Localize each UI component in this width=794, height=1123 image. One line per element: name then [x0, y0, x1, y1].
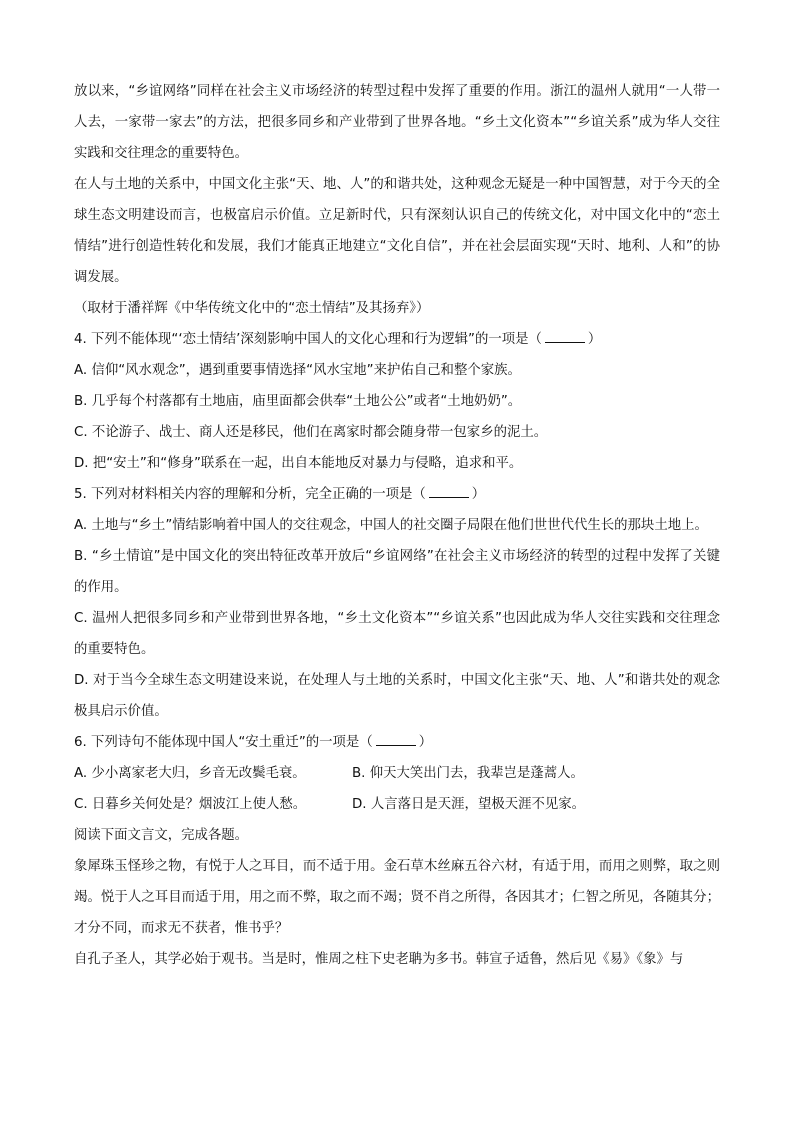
question-6: [74, 727, 720, 820]
question-4-option-b: B. 几乎每个村落都有土地庙，庙里面都会供奉“土地公公”或者“土地奶奶”。: [74, 394, 522, 409]
answer-blank[interactable]: [545, 330, 585, 343]
question-4-option-c: C. 不论游子、战士、商人还是移民，他们在离家时都会随身带一包家乡的泥土。: [74, 425, 548, 440]
answer-blank[interactable]: [376, 733, 416, 746]
question-4-stem: [74, 324, 720, 355]
question-6-options-row-2: [74, 789, 720, 820]
question-6-options-row-1: [74, 758, 720, 789]
question-5-stem-end: ）: [471, 487, 486, 502]
question-6-stem-text: 6. 下列诗句不能体现中国人“安土重迁”的一项是（: [74, 735, 373, 750]
question-6-option-c: C. 日暮乡关何处是？烟波江上使人愁。: [74, 797, 307, 812]
question-5: [74, 479, 720, 727]
classical-paragraph-2: 自孔子圣人，其学必始于观书。当是时，惟周之柱下史老聃为多书。韩宣子适鲁，然后见《易》《象》与: [74, 952, 684, 967]
question-6-option-b: B. 仰天大笑出门去，我辈岂是蓬蒿人。: [352, 766, 584, 781]
question-5-option-a: A. 土地与“乡土”情结影响着中国人的交往观念，中国人的社交圈子局限在他们世世代代生长的那块土地上。: [74, 518, 708, 533]
question-4: [74, 324, 720, 479]
question-4-stem-text: 4. 下列不能体现“‘恋土情结’深刻影响中国人的文化心理和行为逻辑”的一项是（: [74, 332, 542, 347]
question-6-option-d: D. 人言落日是天涯，望极天涯不见家。: [352, 797, 586, 812]
answer-blank[interactable]: [429, 485, 469, 498]
question-6-stem-end: ）: [418, 735, 433, 750]
question-4-option-d: D. 把“安土”和“修身”联系在一起，出自本能地反对暴力与侵略，追求和平。: [74, 456, 523, 471]
question-5-option-d: D. 对于当今全球生态文明建设来说，在处理人与土地的关系时，中国文化主张“天、地、人”和谐共处的观念极具启示价值。: [74, 673, 720, 719]
question-4-option-a: A. 信仰“风水观念”，遇到重要事情选择“风水宝地”来护佑自己和整个家族。: [74, 363, 521, 378]
question-5-stem: [74, 479, 720, 510]
question-4-stem-end: ）: [587, 332, 602, 347]
question-6-option-a: A. 少小离家老大归，乡音无改鬓毛衰。: [74, 766, 306, 781]
question-5-option-c: C. 温州人把很多同乡和产业带到世界各地，“乡土文化资本”“乡谊关系”也因此成为华人交往实践和交往理念的重要特色。: [74, 611, 720, 657]
question-6-stem: [74, 727, 720, 758]
question-5-option-b: B. “乡土情谊”是中国文化的突出特征改革开放后“乡谊网络”在社会主义市场经济的转型的过程中发挥了关键的作用。: [74, 549, 720, 595]
question-5-stem-text: 5. 下列对材料相关内容的理解和分析，完全正确的一项是（: [74, 487, 426, 502]
passage-paragraph-2: 在人与土地的关系中，中国文化主张“天、地、人”的和谐共处，这种观念无疑是一种中国智慧，对于今天的全球生态文明建设而言，也极富启示价值。立足新时代，只有深刻认识自己的传统文化，对中国文化中的“恋土情结”进行创造性转化和发展，我们才能真正地建立“文化自信”，并在社会层面实现“天时、地利、人和”的协调发展。: [74, 177, 720, 285]
passage-paragraph-1: 放以来，“乡谊网络”同样在社会主义市场经济的转型过程中发挥了重要的作用。浙江的温州人就用“一人带一人去，一家带一家去”的方法，把很多同乡和产业带到了世界各地。“乡土文化资本”“乡谊关系”成为华人交往实践和交往理念的重要特色。: [74, 84, 720, 161]
classical-paragraph-1: 象犀珠玉怪珍之物，有悦于人之耳目，而不适于用。金石草木丝麻五谷六材，有适于用，而用之则弊，取之则竭。悦于人之耳目而适于用，用之而不弊，取之而不竭；贤不肖之所得，各因其才；仁智之所见，各随其分；才分不同，而求无不获者，惟书乎？: [74, 859, 720, 936]
classical-intro: 阅读下面文言文，完成各题。: [74, 828, 249, 843]
passage-source: （取材于潘祥辉《中华传统文化中的“恋土情结”及其扬弃》）: [74, 301, 430, 316]
